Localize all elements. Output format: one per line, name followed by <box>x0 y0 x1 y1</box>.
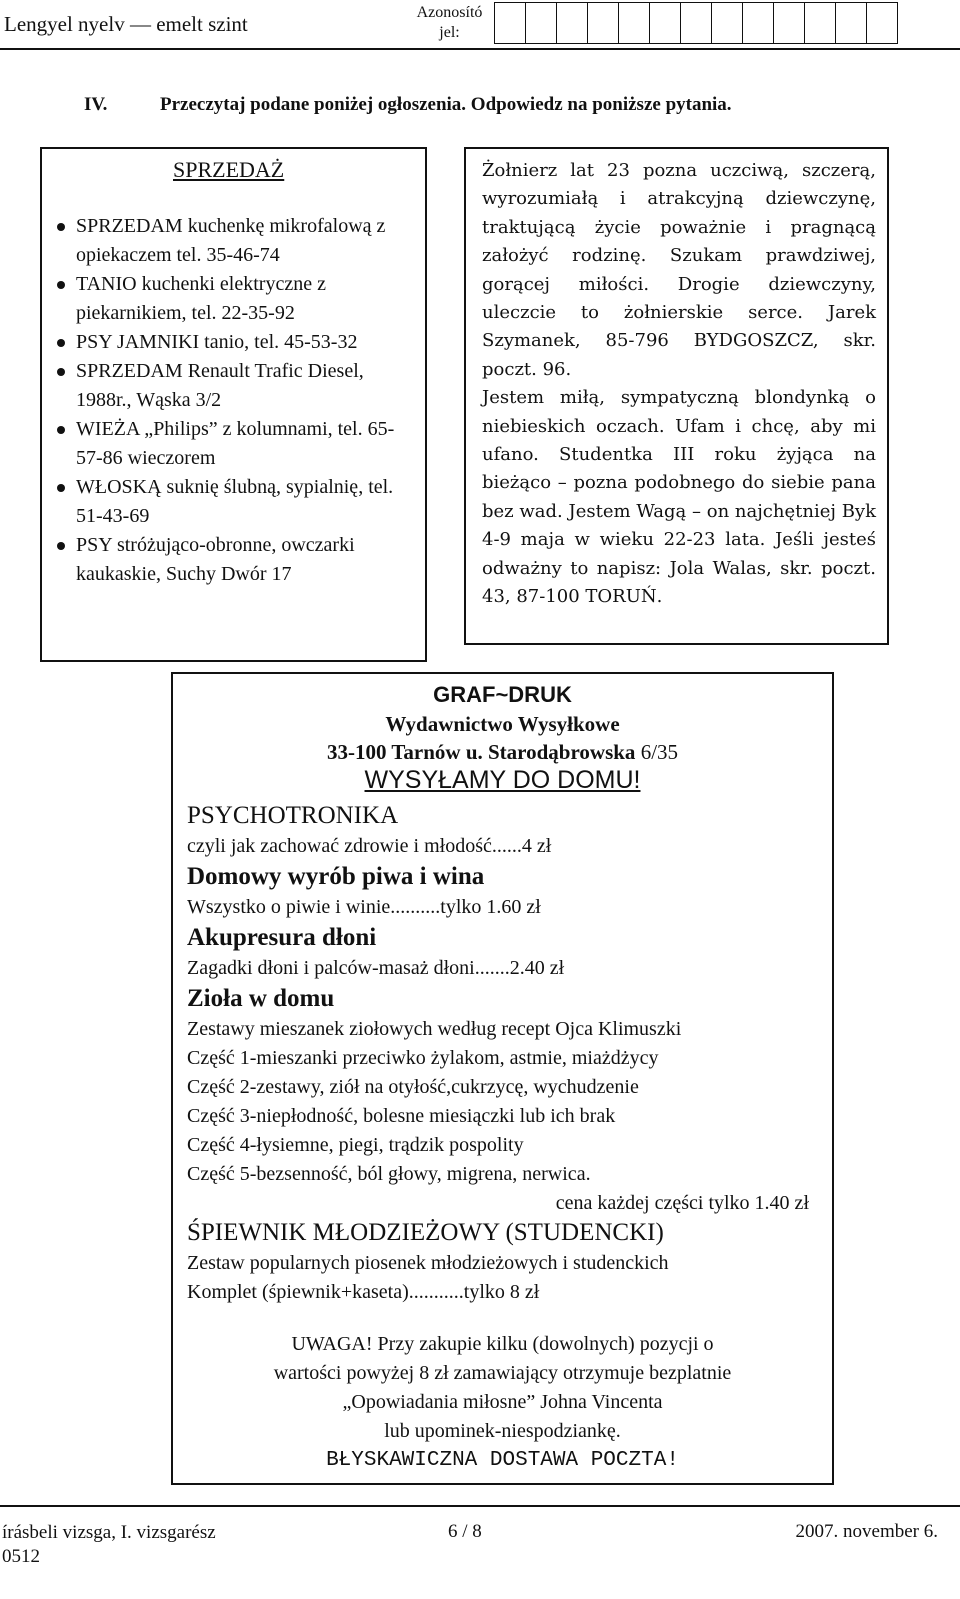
product-line: Zestaw popularnych piosenek młodzieżowych i studenckich <box>187 1252 669 1274</box>
id-cell <box>556 2 588 44</box>
delivery-note: BŁYSKAWICZNA DOSTAWA POCZTA! <box>326 1449 679 1472</box>
product-line: Część 2-zestawy, ziół na otyłość,cukrzycę, wychudzenie <box>187 1076 639 1098</box>
product-line: Część 3-niepłodność, bolesne miesiączki lub ich brak <box>187 1105 616 1127</box>
id-cell <box>618 2 650 44</box>
bullet-icon <box>57 281 65 289</box>
publisher-address-number: 6/35 <box>635 740 679 764</box>
product-line: czyli jak zachować zdrowie i młodość......4 zł <box>187 835 552 857</box>
note-line: UWAGA! Przy zakupie kilku (dowolnych) pozycji o <box>291 1333 714 1355</box>
footer-rule <box>0 1505 960 1507</box>
footer-left <box>2 1521 216 1569</box>
product-title: Domowy wyrób piwa i wina <box>187 863 485 890</box>
publisher-address-street: 33-100 Tarnów u. Starodąbrowska <box>326 740 636 764</box>
id-cell <box>525 2 557 44</box>
sale-item-text: WŁOSKĄ suknię ślubną, sypialnię, tel. 51-43-69 <box>76 476 394 527</box>
footer-exam-name: írásbeli vizsga, I. vizsgarész <box>2 1522 216 1543</box>
id-label-line-1: Azonosító <box>416 4 483 21</box>
header-rule <box>0 48 960 50</box>
personals-box <box>464 147 889 645</box>
id-cell <box>804 2 836 44</box>
sale-item-text: TANIO kuchenki elektryczne z piekarnikiem, tel. 22-35-92 <box>76 273 326 324</box>
sale-list <box>42 212 396 589</box>
sale-item-text: PSY stróżująco-obronne, owczarki kaukaskie, Suchy Dwór 17 <box>76 534 355 585</box>
page-number: 6 / 8 <box>448 1521 482 1542</box>
product-line: Komplet (śpiewnik+kaseta)...........tylko 8 zł <box>187 1281 540 1303</box>
id-label <box>412 3 487 43</box>
sale-heading: SPRZEDAŻ <box>173 157 285 182</box>
sale-box <box>40 147 427 662</box>
id-cell <box>711 2 743 44</box>
id-cells <box>495 2 898 44</box>
id-cell <box>680 2 712 44</box>
order-note <box>173 1330 832 1475</box>
bullet-icon <box>57 542 65 550</box>
publisher-subtitle: Wydawnictwo Wysyłkowe <box>385 712 620 736</box>
id-cell <box>649 2 681 44</box>
bullet-icon <box>57 339 65 347</box>
footer-code: 0512 <box>2 1546 40 1567</box>
sale-item <box>42 357 396 415</box>
task-number: IV. <box>84 94 108 115</box>
note-line: „Opowiadania miłosne” Johna Vincenta <box>342 1391 663 1413</box>
product-price: cena każdej części tylko 1.40 zł <box>555 1192 809 1214</box>
sale-item <box>42 212 396 270</box>
product-title: Akupresura dłoni <box>187 924 377 951</box>
header-title: Lengyel nyelv — emelt szint <box>4 12 248 36</box>
product-line: Zestawy mieszanek ziołowych według recept Ojca Klimuszki <box>187 1018 682 1040</box>
sale-item-text: WIEŻA „Philips” z kolumnami, tel. 65-57-86 wieczorem <box>76 418 395 469</box>
note-line: lub upominek-niespodziankę. <box>384 1420 621 1442</box>
personal-ad-soldier: Żołnierz lat 23 pozna uczciwą, szczerą, wyrozumiałą i atrakcyjną dziewczynę, traktującą życie poważnie i pragnącą założyć rodzinę. Szukam prawdziwej, gorącej miłości. Drogie dziewczyny, uleczcie to żołnierskie serce. Jarek Szymanek, 85-796 BYDGOSZCZ, skr. poczt. 96. <box>482 160 876 380</box>
product-line: Wszystko o piwie i winie..........tylko 1.60 zł <box>187 896 541 918</box>
publisher-name: GRAF~DRUK <box>433 682 572 707</box>
sale-item <box>42 473 396 531</box>
sale-item-text: PSY JAMNIKI tanio, tel. 45-53-32 <box>76 331 358 353</box>
sale-item <box>42 415 396 473</box>
order-box <box>171 672 834 1485</box>
sale-item-text: SPRZEDAM Renault Trafic Diesel, 1988r., Wąska 3/2 <box>76 360 364 411</box>
id-cell <box>742 2 774 44</box>
page-header <box>0 0 960 50</box>
shipping-banner: WYSYŁAMY DO DOMU! <box>364 766 641 794</box>
bullet-icon <box>57 484 65 492</box>
id-cell <box>773 2 805 44</box>
product-title: PSYCHOTRONIKA <box>187 802 399 829</box>
sale-item <box>42 531 396 589</box>
product-line: Część 1-mieszanki przeciwko żylakom, astmie, miażdżycy <box>187 1047 659 1069</box>
id-cell <box>587 2 619 44</box>
id-cell <box>866 2 898 44</box>
product-line: Część 4-łysiemne, piegi, trądzik pospolity <box>187 1134 524 1156</box>
id-cell <box>494 2 526 44</box>
personal-ad-student: Jestem miłą, sympatyczną blondynką o niebieskich oczach. Ufam i chcę, aby mi ufano. Studentka III roku żyjąca na bieżąco – pozna podobnego do siebie pana bez wad. Jestem Wagą – on najchętniej Byk 4-9 maja w wieku 22-23 lata. Jeśli jesteś odważny to napisz: Jola Walas, skr. poczt. 43, 87-100 TORUŃ. <box>482 387 876 608</box>
product-list <box>187 800 827 1307</box>
product-line: Zagadki dłoni i palców-masaż dłoni.......2.40 zł <box>187 957 565 979</box>
bullet-icon <box>57 223 65 231</box>
bullet-icon <box>57 368 65 376</box>
personals-text <box>482 157 876 612</box>
sale-item <box>42 328 396 357</box>
product-line: Część 5-bezsenność, ból głowy, migrena, nerwica. <box>187 1163 591 1185</box>
note-line: wartości powyżej 8 zł zamawiający otrzymuje bezplatnie <box>273 1362 732 1384</box>
product-title: Zioła w domu <box>187 985 335 1012</box>
id-label-line-2: jel: <box>439 24 460 41</box>
sale-item <box>42 270 396 328</box>
bullet-icon <box>57 426 65 434</box>
product-title: ŚPIEWNIK MŁODZIEŻOWY (STUDENCKI) <box>187 1219 664 1246</box>
footer-date: 2007. november 6. <box>795 1521 938 1542</box>
publisher-address <box>173 740 832 765</box>
task-instruction: Przeczytaj podane poniżej ogłoszenia. Odpowiedz na poniższe pytania. <box>160 94 732 115</box>
id-cell <box>835 2 867 44</box>
sale-item-text: SPRZEDAM kuchenkę mikrofalową z opiekaczem tel. 35-46-74 <box>76 215 386 266</box>
